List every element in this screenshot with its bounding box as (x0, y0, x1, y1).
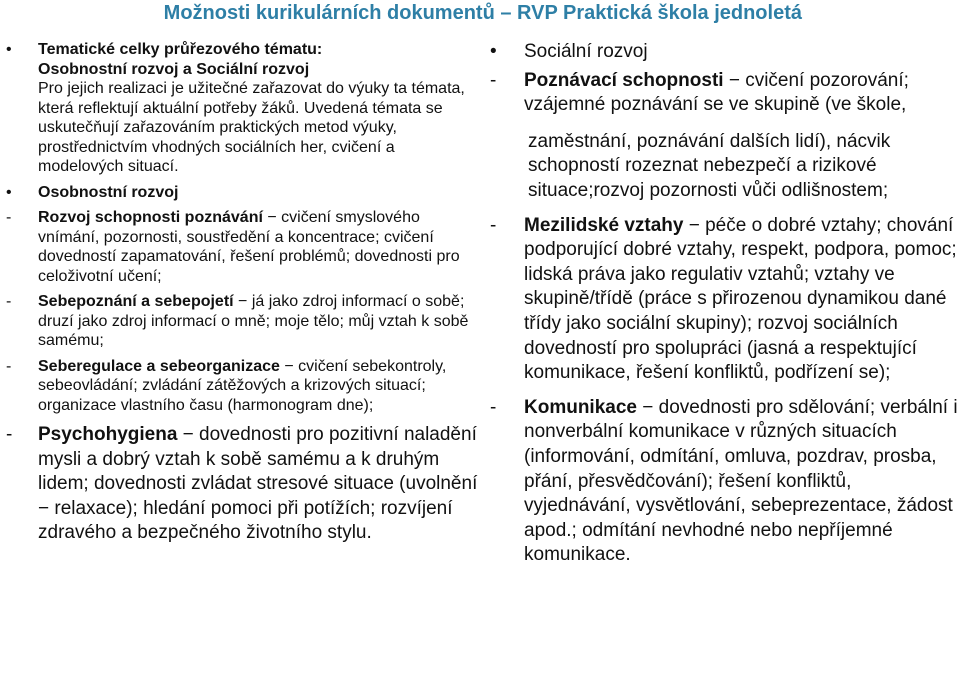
right-column (486, 40, 958, 568)
dash-marker: - (490, 214, 497, 236)
dash-marker: - (6, 357, 12, 375)
item-desc: − cvičení sebekontroly, sebeovládání; zvládání zátěžových a krizových situací; organizace vlastního času (harmonogram dne); (38, 357, 447, 414)
list-item (4, 208, 482, 286)
bullet-marker: • (6, 183, 12, 201)
list-item (486, 69, 958, 204)
section-heading-row (4, 183, 482, 203)
item-desc: − dovednosti pro pozitivní naladění mysli a dobrý vztah k sobě samému a k druhým lidem; dovednosti zvládat stresové situace (uvolnění − relaxace); hledání pomoci při potížích; rozvíjení zdravého a bezpečného životního stylu. (38, 424, 478, 544)
item-desc: − péče o dobré vztahy; chování podporující dobré vztahy, respekt, podpora, pomoc; lidská práva jako regulativ vztahů; vztahy ve skupině/třídě (práce s přirozenou dynamikou dané třídy jako sociální skupiny); rozvoj sociálních dovedností pro spolupráci (jasná a respektující komunikace, řešení konfliktů, podřízení se); (524, 214, 957, 384)
item-continuation: zaměstnání, poznávání dalších lidí), nácvik schopností rozeznat nebezpečí a rizikové situace;rozvoj pozornosti vůči odlišnostem; (528, 130, 891, 201)
item-term: Komunikace (524, 396, 637, 418)
intro-heading: Tematické celky průřezového tématu: (38, 41, 323, 58)
item-desc: − dovednosti pro sdělování; verbální i nonverbální komunikace v různých situacích (informování, odmítání, omluva, pozdrav, prosba, přání, přesvědčování); řešení konfliktů, vyjednávání, vysvětlování, sebeprezentace, žádost apod.; odmítání nevhodné nebo nepříjemné komunikace. (524, 396, 958, 566)
list-item (4, 357, 482, 416)
list-item (486, 396, 958, 568)
list-item (486, 214, 958, 386)
item-term: Poznávací schopnosti (524, 69, 724, 91)
dash-marker: - (6, 209, 12, 226)
item-desc: − cvičení pozorování; vzájemné poznávání se ve skupině (ve škole, (524, 69, 909, 116)
list-item (4, 292, 482, 351)
section-heading-row (486, 40, 958, 65)
dash-marker: - (6, 293, 12, 310)
list-item (4, 423, 482, 546)
item-desc: − cvičení smyslového vnímání, pozornosti, soustředění a koncentrace; cvičení dovedností zapamatování, řešení problémů; dovednosti pro celoživotní učení; (38, 209, 460, 285)
section-heading-personal: Osobnostní rozvoj (38, 183, 179, 201)
bullet-marker: • (6, 41, 12, 58)
intro-text: Pro jejich realizaci je užitečné zařazovat do výuky ta témata, která reflektují aktuální potřeby žáků. Uvedená témata se uskutečňují zařazováním praktických metod výuky, prostřednictvím vhodných sociálních her, cvičení a modelových situací. (38, 80, 465, 175)
left-column (4, 40, 482, 546)
section-heading-social: Sociální rozvoj (524, 41, 648, 62)
item-term: Psychohygiena (38, 424, 178, 445)
dash-marker: - (6, 424, 13, 445)
item-desc: − já jako zdroj informací o sobě; druzí jako zdroj informací o mně; moje tělo; můj vztah k sobě samému; (38, 293, 469, 349)
intro-subheading: Osobnostní rozvoj a Sociální rozvoj (38, 60, 310, 78)
intro-bullet (4, 40, 482, 177)
bullet-marker: • (490, 41, 497, 62)
item-term: Seberegulace a sebeorganizace (38, 357, 280, 375)
item-term: Sebepoznání a sebepojetí (38, 293, 234, 310)
item-term: Rozvoj schopnosti poznávání (38, 209, 263, 226)
page-title: Možnosti kurikulárních dokumentů – RVP Praktická škola jednoletá (163, 2, 802, 24)
item-term: Mezilidské vztahy (524, 214, 684, 236)
dash-marker: - (490, 69, 497, 91)
dash-marker: - (490, 396, 497, 418)
